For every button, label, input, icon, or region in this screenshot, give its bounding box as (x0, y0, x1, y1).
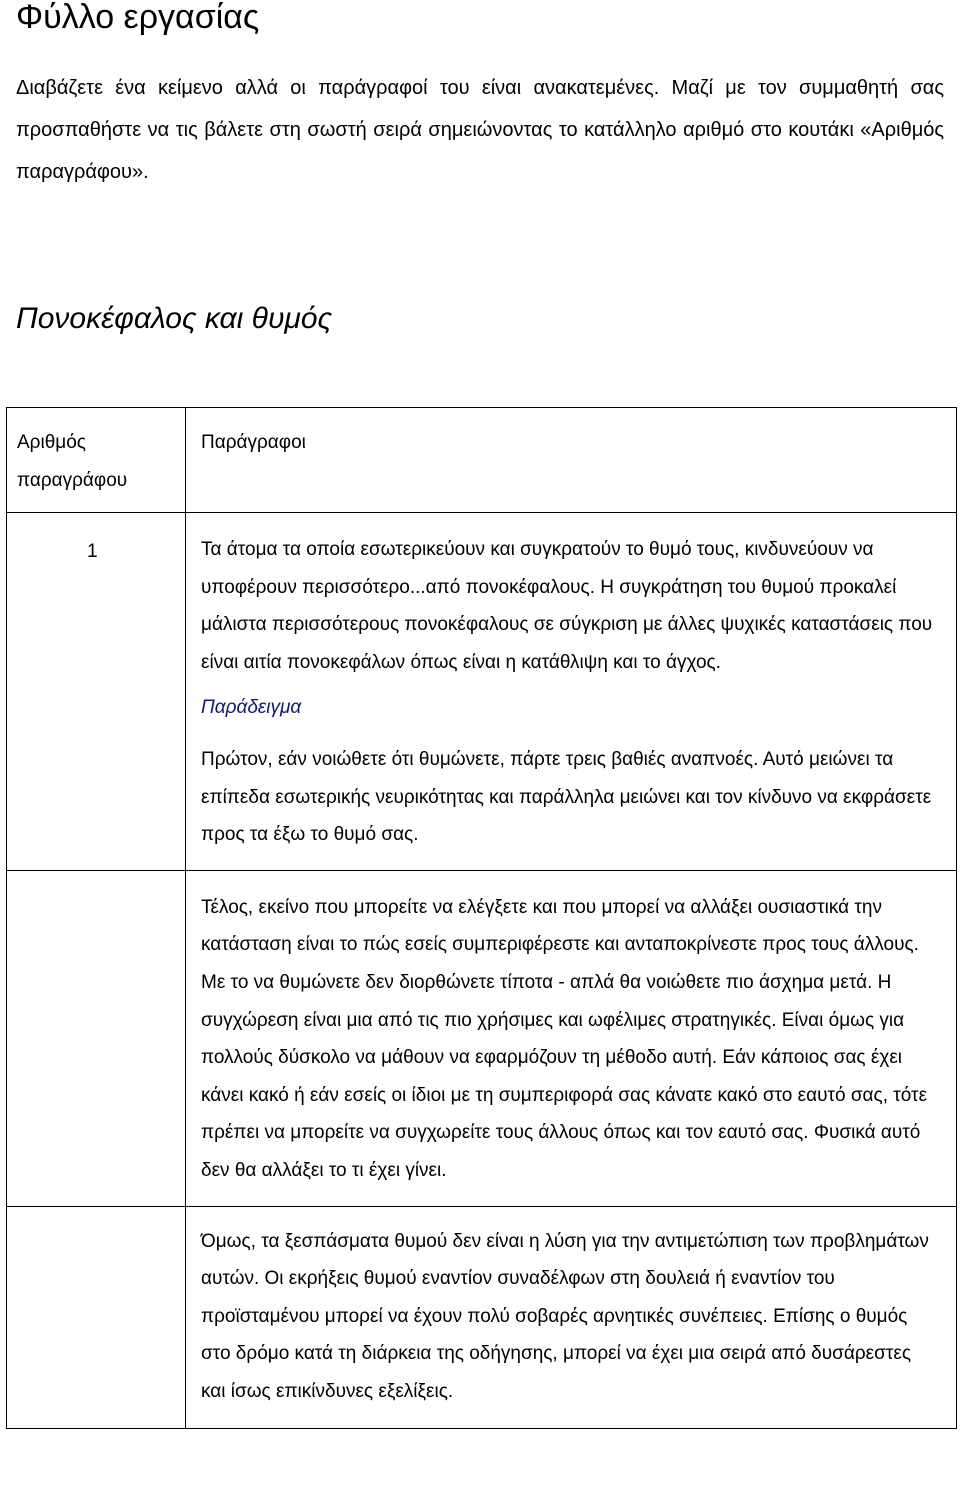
header-paragraphs: Παράγραφοι (186, 408, 957, 513)
example-text: Πρώτον, εάν νοιώθετε ότι θυμώνετε, πάρτε τρεις βαθιές αναπνοές. Αυτό μειώνει τα επίπεδα εσωτερικής νευρικότητας και παράλληλα μειώνει και τον κίνδυνο να εκφράσετε προς τα έξω το θυμό σας. (201, 748, 932, 846)
spacer (201, 727, 940, 741)
header-paragraph-number: Αριθμός παραγράφου (7, 408, 186, 513)
paragraph-text: Τέλος, εκείνο που μπορείτε να ελέγξετε και που μπορεί να αλλάξει ουσιαστικά την κατάσταση είναι το πώς εσείς συμπεριφέρεστε και ανταποκρίνεστε προς τους άλλους. Με το να θυμώνετε δεν διορθώνετε τίποτα - απλά θα νοιώθετε πιο άσχημα μετά. Η συγχώρεση είναι μια από τις πιο χρήσιμες και ωφέλιμες στρατηγικές. Είναι όμως για πολλούς δύσκολο να μάθουν να εφαρμόζουν τη μέθοδο αυτή. Εάν κάποιος σας έχει κάνει κακό ή εάν εσείς οι ίδιοι με τη συμπεριφορά σας κάνατε κακό στο εαυτό σας, τότε πρέπει να μπορείτε να συγχωρείτε τους άλλους όπως και τον εαυτό σας. Φυσικά αυτό δεν θα αλλάξει το τι έχει γίνει. (201, 896, 928, 1181)
instructions-text: Διαβάζετε ένα κείμενο αλλά οι παράγραφοί του είναι ανακατεμένες. Μαζί με τον συμμαθητή σας προσπαθήστε να τις βάλετε στη σωστή σειρά σημειώνοντας το κατάλληλο αριθμό στο κουτάκι «Αριθμός παραγράφου». (16, 77, 944, 183)
table-row (7, 513, 957, 871)
paragraph-number-box[interactable] (7, 1206, 186, 1429)
paragraph-cell (186, 1206, 957, 1429)
paragraph-cell (186, 870, 957, 1206)
example-label: Παράδειγμα (201, 697, 302, 719)
paragraph-number-box[interactable] (7, 870, 186, 1206)
story-title: Πονοκέφαλος και θυμός (16, 302, 333, 335)
paragraph-text: Όμως, τα ξεσπάσματα θυμού δεν είναι η λύση για την αντιμετώπιση των προβλημάτων αυτών. Οι εκρήξεις θυμού εναντίον συναδέλφων στη δουλειά ή εναντίον του προϊσταμένου μπορεί να έχουν πολύ σοβαρές αρνητικές συνέπειες. Επίσης ο θυμός στο δρόμο κατά τη διάρκεια της οδήγησης, μπορεί να έχει μια σειρά από δυσάρεστες και ίσως επικίνδυνες εξελίξεις. (201, 1230, 929, 1402)
table-header-row (7, 408, 957, 513)
table-row (7, 1206, 957, 1429)
paragraph-number-box[interactable]: 1 (7, 513, 186, 871)
paragraph-cell (186, 513, 957, 871)
paragraph-text: Τα άτομα τα οποία εσωτερικεύουν και συγκρατούν το θυμό τους, κινδυνεύουν να υποφέρουν περισσότερο...από πονοκέφαλους. Η συγκράτηση του θυμού προκαλεί μάλιστα περισσότερους πονοκέφαλους σε σύγκριση με άλλες ψυχικές καταστάσεις που είναι αιτία πονοκεφάλων όπως είναι η κατάθλιψη και το άγχος. (201, 539, 933, 673)
page-title: Φύλλο εργασίας (16, 0, 260, 36)
table-row (7, 870, 957, 1206)
paragraph-table (6, 407, 957, 1429)
